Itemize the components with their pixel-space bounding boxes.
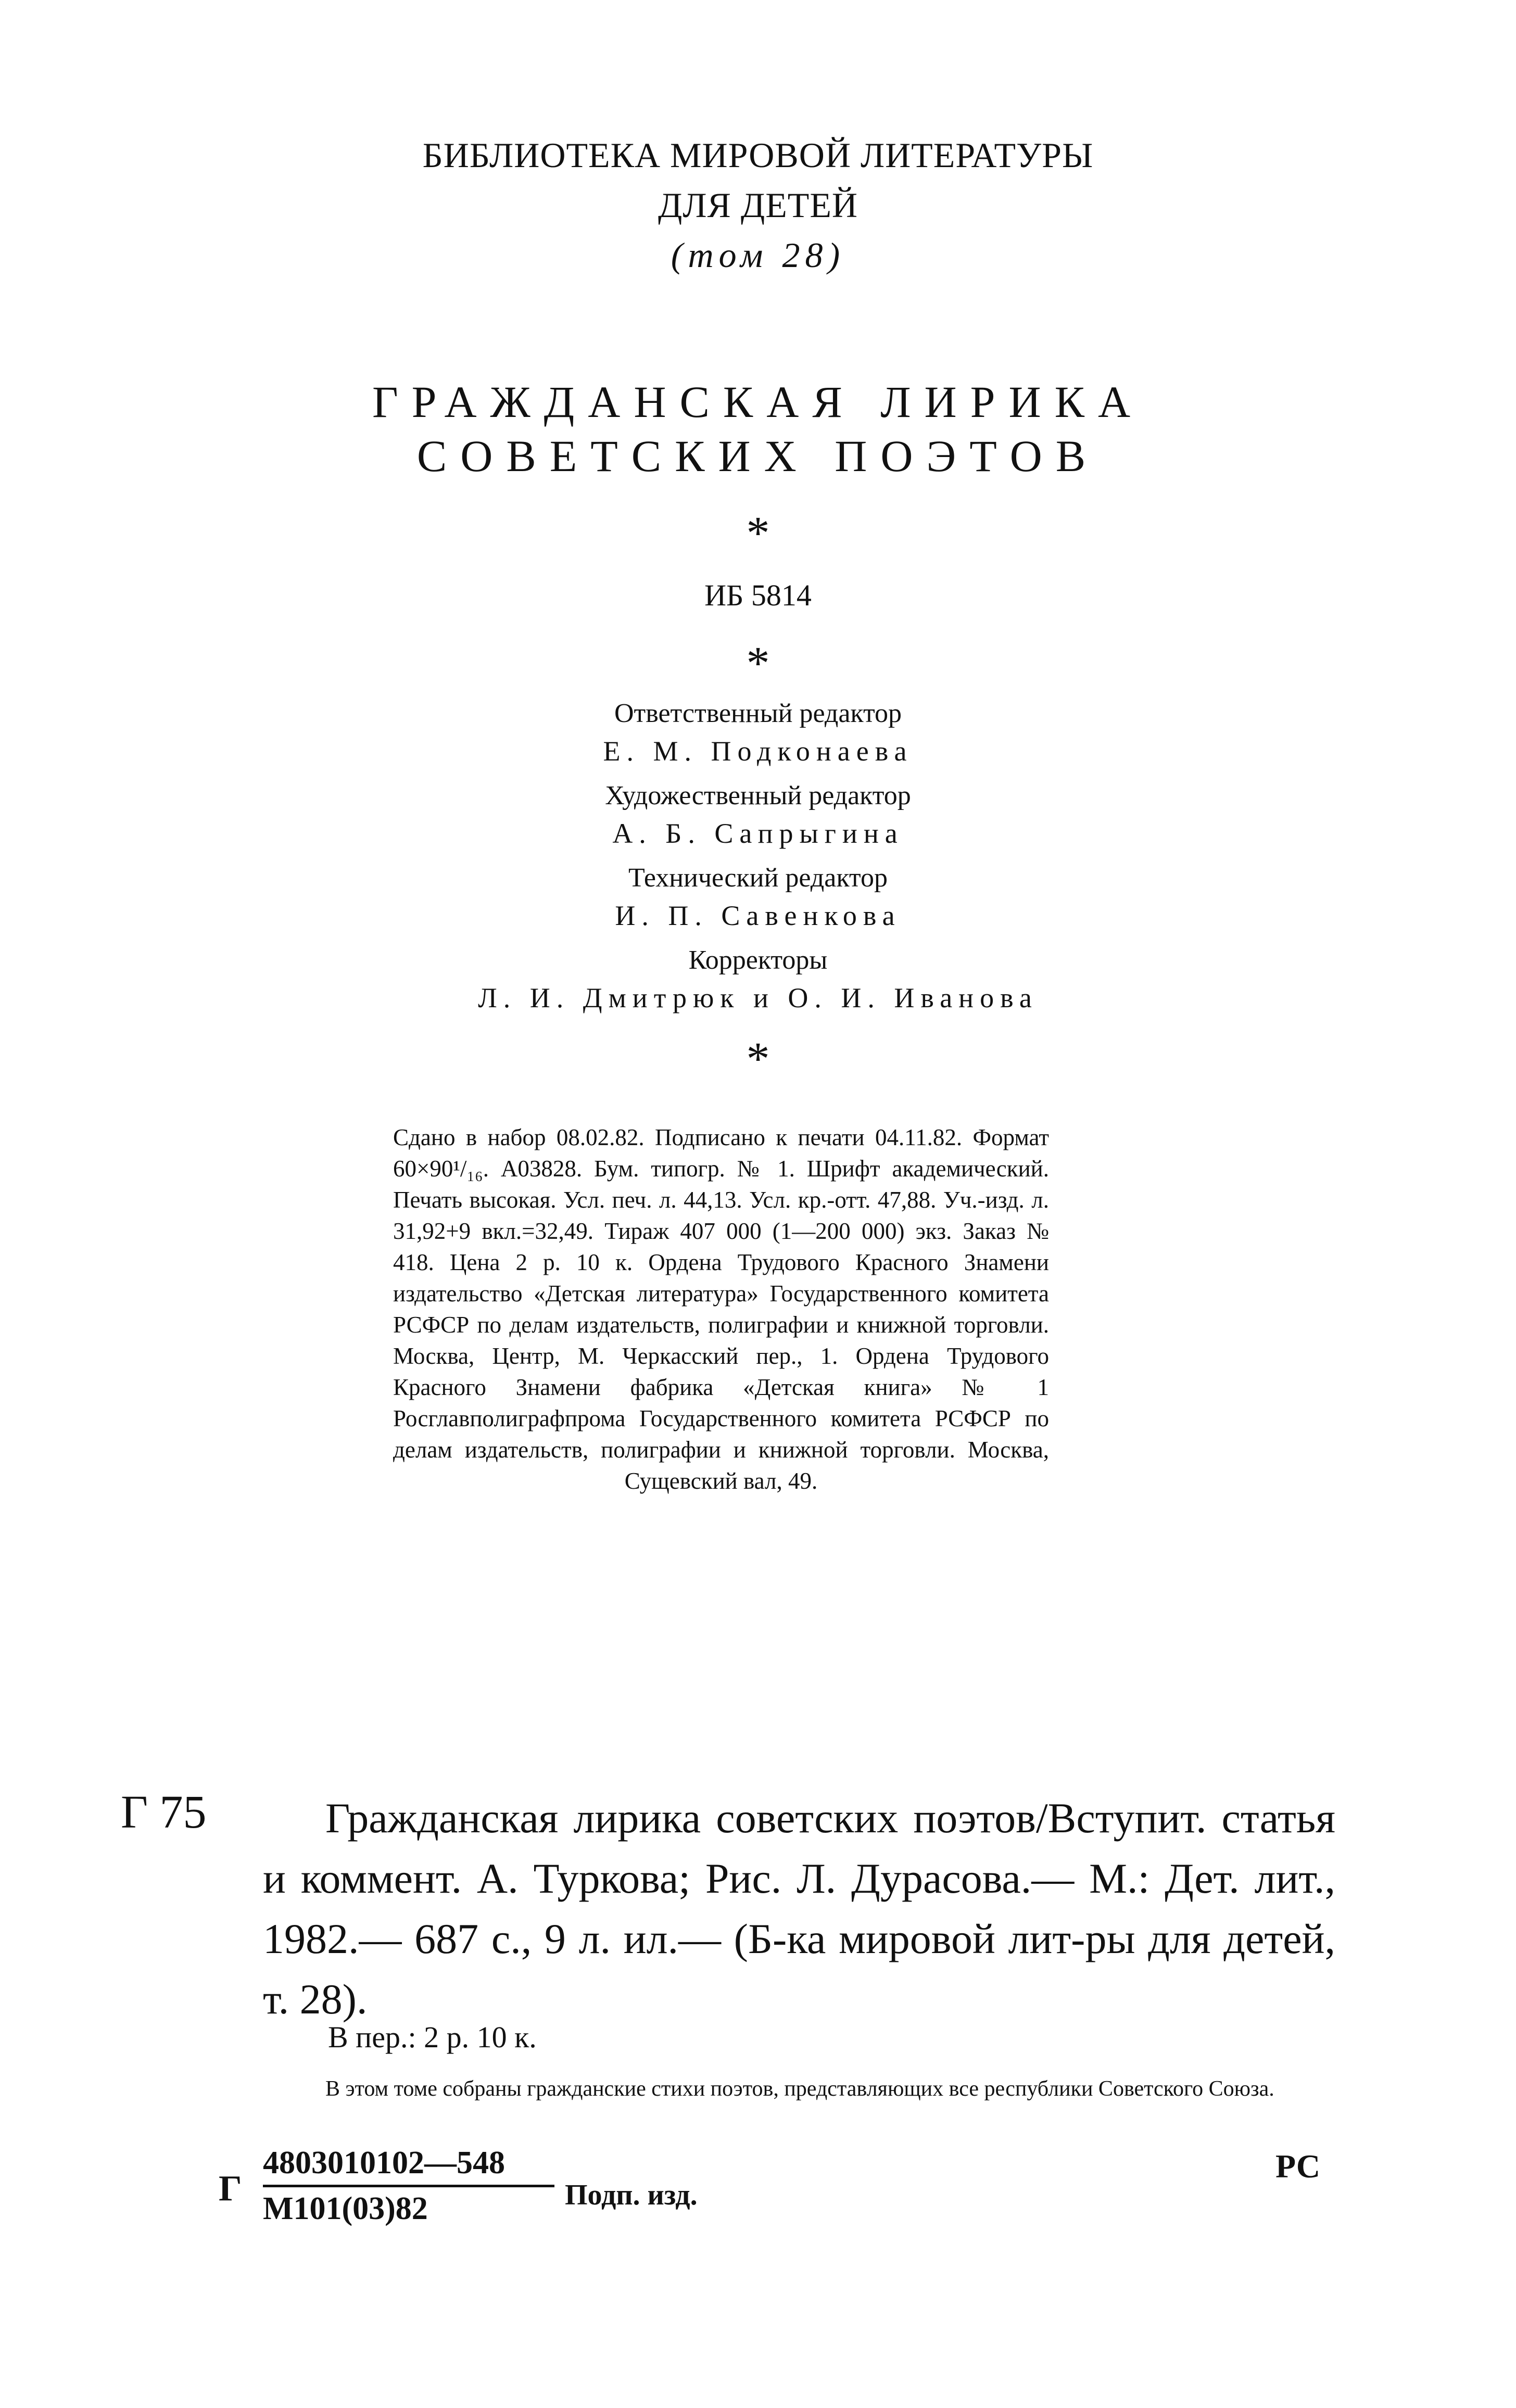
credit-name: Л. И. Дмитрюк и О. И. Иванова [478, 982, 1038, 1013]
ib-number: ИБ 5814 [704, 578, 812, 612]
series-line-1: БИБЛИОТЕКА МИРОВОЙ ЛИТЕРАТУРЫ [422, 135, 1094, 175]
credit-name: Е. М. Подконаева [603, 736, 913, 767]
credit-role: Технический редактор [628, 863, 888, 893]
series-heading [0, 130, 1516, 280]
bibliographic-record: Гражданская лирика советских поэтов/Вступит. статья и коммент. А. Туркова; Рис. Л. Дурасова.— М.: Дет. лит., 1982.— 687 с., 9 л. ил.— (Б-ка мировой лит-ры для детей, т. 28). [263, 1794, 1335, 2023]
credit-role: Художественный редактор [605, 781, 911, 810]
imprint-block: Сдано в набор 08.02.82. Подписано к печати 04.11.82. Формат 60×90¹/₁₆. А03828. Бум. типогр. № 1. Шрифт академический. Печать высокая. Усл. печ. л. 44,13. Усл. кр.-отт. 47,88. Уч.-изд. л. 31,92+9 вкл.=32,49. Тираж 407 000 (1—200 000) экз. Заказ № 418. Цена 2 р. 10 к. Ордена Трудового Красного Знамени издательство «Детская литература» Государственного комитета РСФСР по делам издательств, полиграфии и книжной торговли. Москва, Центр, М. Черкасский пер., 1. Ордена Трудового Красного Знамени фабрика «Детская книга» № 1 Росглавполиграфпрома Государственного комитета РСФСР по делам издательств, полиграфии и книжной торговли. Москва, Сущевский вал, 49. [393, 1124, 1049, 1494]
annotation: В этом томе собраны гражданские стихи поэтов, представляющих все республики Советского Союза. [325, 2077, 1274, 2101]
publication-code [263, 2145, 554, 2227]
rc-mark: РС [1275, 2148, 1321, 2185]
credits-block [0, 695, 1516, 1024]
code-numerator: 4803010102—548 [263, 2145, 554, 2187]
credit-role: Корректоры [688, 945, 828, 975]
series-line-2: ДЛЯ ДЕТЕЙ [658, 185, 858, 225]
separator-star: * [746, 1033, 770, 1085]
classification-mark: Г 75 [121, 1786, 207, 1838]
title-line-1: ГРАЖДАНСКАЯ ЛИРИКА [372, 377, 1144, 427]
price-line: В пер.: 2 р. 10 к. [328, 2020, 537, 2054]
credit-role: Ответственный редактор [614, 699, 902, 728]
credit-name: А. Б. Сапрыгина [612, 818, 904, 849]
credit-name: И. П. Савенкова [615, 900, 901, 931]
series-volume: (том 28) [671, 235, 845, 275]
book-title [0, 375, 1516, 483]
separator-star: * [746, 638, 770, 689]
code-letter: Г [219, 2169, 242, 2209]
title-line-2: СОВЕТСКИХ ПОЭТОВ [416, 431, 1100, 481]
separator-star: * [746, 508, 770, 559]
code-denominator: М101(03)82 [263, 2191, 428, 2226]
subscription-label: Подп. изд. [565, 2179, 698, 2211]
